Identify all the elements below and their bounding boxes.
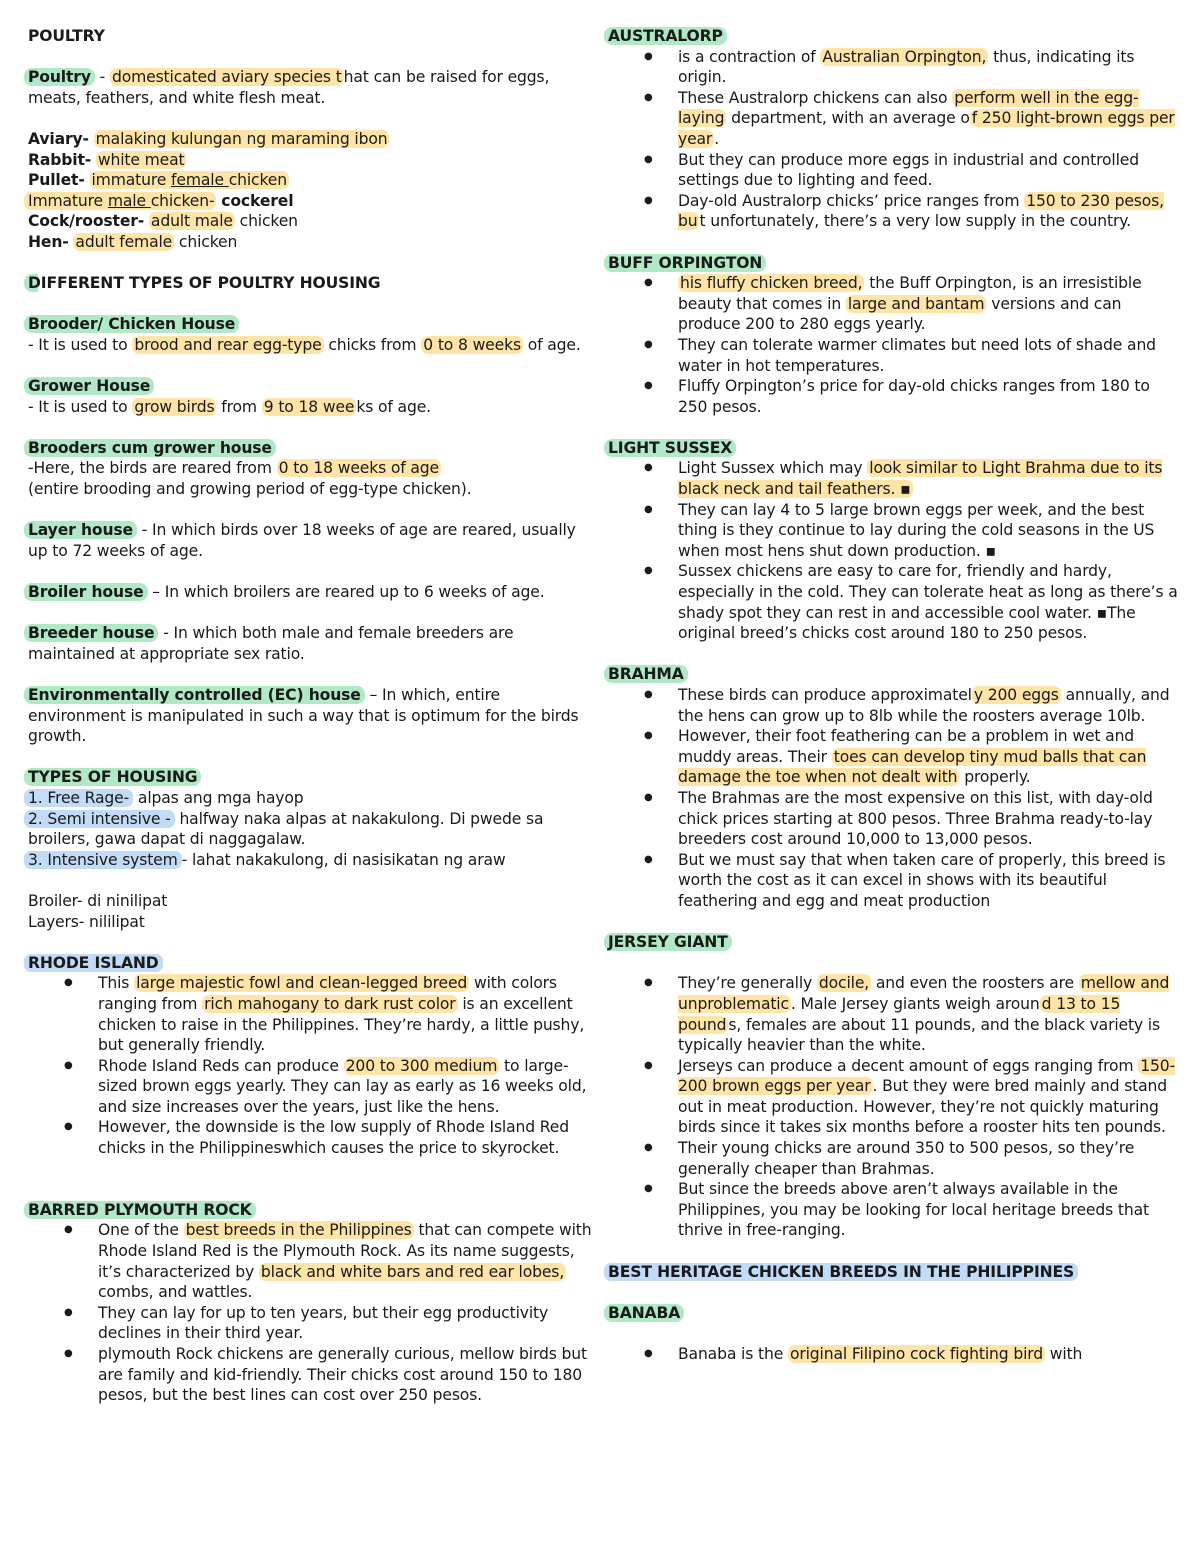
sussex-list [608,458,1178,643]
bcg-title: Brooders cum grower house [28,438,596,459]
term-hen: Hen- adult female chicken [28,232,238,251]
broiler-house: Broiler house – In which broilers are reared up to 6 weeks of age. [28,582,596,603]
list-item: ● plymouth Rock chickens are generally curious, mellow birds but are family and kid-friendly. Their chicks cost around 150 to 180 pesos, but the best lines can cost over 250 pesos. [28,1344,596,1406]
list-item: ● These Australorp chickens can also perform well in the egg-laying department, with an average o f 250 light-brown eggs per year . [608,88,1178,150]
term-poultry: Poultry [24,68,95,86]
poultry-definition: Poultry - domesticated aviary species t hat can be raised for eggs, meats, feathers, and white flesh meat. [28,67,596,108]
breeder-house: Breeder house - In which both male and female breeders are maintained at appropriate sex ratio. [28,623,596,664]
list-item: ● Day-old Australorp chicks’ price ranges from 150 to 230 pesos, bu t unfortunately, there’s a very low supply in the country. [608,191,1178,232]
layers-note: Layers- nililipat [28,912,145,931]
list-item: ● But they can produce more eggs in industrial and controlled settings due to lighting and feed. [608,150,1178,191]
left-column [28,26,596,1406]
list-item: ● They can lay for up to ten years, but their egg productivity declines in their third year. [28,1303,596,1344]
term-rabbit: Rabbit- white meat [28,150,185,169]
bcg-text-2: (entire brooding and growing period of egg-type chicken). [28,480,472,499]
list-item: ● his fluffy chicken breed, the Buff Orpington, is an irresistible beauty that comes in large and bantam versions and can produce 200 to 280 eggs yearly. [608,273,1178,335]
australorp-list [608,47,1178,232]
list-item: ● Their young chicks are around 350 to 500 pesos, so they’re generally cheaper than Brahmas. [608,1138,1178,1179]
buff-heading: BUFF ORPINGTON [608,253,1178,274]
list-item: ● Fluffy Orpington’s price for day-old chicks ranges from 180 to 250 pesos. [608,376,1178,417]
list-item: ● However, their foot feathering can be a problem in wet and muddy areas. Their toes can develop tiny mud balls that can damage the toe when not dealt with properly. [608,726,1178,788]
housing-heading: DIFFERENT TYPES OF POULTRY HOUSING [28,273,596,294]
right-column [608,26,1178,1365]
list-item: ● Rhode Island Reds can produce 200 to 300 medium to large-sized brown eggs yearly. They can lay as early as 16 weeks old, and size increases over the years, just like the hens. [28,1056,596,1118]
australorp-heading: AUSTRALORP [608,26,1178,47]
term-aviary: Aviary- malaking kulungan ng maraming ibon [28,129,388,148]
list-item: ● However, the downside is the low supply of Rhode Island Red chicks in the Philippineswhich causes the price to skyrocket. [28,1117,596,1158]
list-item: ● But we must say that when taken care of properly, this breed is worth the cost as it can excel in shows with its beautiful feathering and egg and meat production [608,850,1178,912]
list-item: ● Jerseys can produce a decent amount of eggs ranging from 150-200 brown eggs per year . But they were bred mainly and stand out in meat production. However, they’re not quickly maturing birds since it takes six months before a rooster hits ten pounds. [608,1056,1178,1138]
jersey-heading: JERSEY GIANT [608,932,1178,953]
term-cock: Cock/rooster- adult male chicken [28,212,298,231]
list-item: ● One of the best breeds in the Philippines that can compete with Rhode Island Red is the Plymouth Rock. As its name suggests, it’s characterized by black and white bars and red ear lobes, combs, and wattles. [28,1220,596,1302]
bcg-text: -Here, the birds are reared from 0 to 18 weeks of age [28,459,440,478]
brooder-text: - It is used to brood and rear egg-type chicks from 0 to 8 weeks of age. [28,335,581,354]
page-title: POULTRY [28,27,105,45]
list-item: ● But since the breeds above aren’t always available in the Philippines, you may be looking for local heritage breeds that thrive in free-ranging. [608,1179,1178,1241]
grower-title: Grower House [28,376,596,397]
sussex-heading: LIGHT SUSSEX [608,438,1178,459]
list-item: ● Light Sussex which may look similar to Light Brahma due to its black neck and tail feathers. ▪ [608,458,1178,499]
list-item: ● This large majestic fowl and clean-legged breed with colors ranging from rich mahogany to dark rust color is an excellent chicken to raise in the Philippines. They’re hardy, a little pushy, but generally friendly. [28,973,596,1055]
banaba-list [608,1344,1178,1365]
rhode-heading: RHODE ISLAND [28,953,596,974]
type-free-range: 1. Free Rage- alpas ang mga hayop [28,788,596,809]
list-item: ● They can tolerate warmer climates but need lots of shade and water in hot temperatures. [608,335,1178,376]
term-pullet: Pullet- immature female chicken [28,171,287,190]
list-item: ● These birds can produce approximatel y 200 eggs annually, and the hens can grow up to 8lb while the roosters average 10lb. [608,685,1178,726]
types-heading: TYPES OF HOUSING [28,767,596,788]
type-intensive: 3. Intensive system - lahat nakakulong, di nasisikatan ng araw [28,850,596,871]
barred-heading: BARRED PLYMOUTH ROCK [28,1200,596,1221]
list-item: ● The Brahmas are the most expensive on this list, with day-old chick prices starting at 800 pesos. Three Brahma ready-to-lay breeders cost around 10,000 to 13,000 pesos. [608,788,1178,850]
rhode-list [28,973,596,1158]
layer-house: Layer house - In which birds over 18 weeks of age are reared, usually up to 72 weeks of age. [28,520,596,561]
broiler-note: Broiler- di ninilipat [28,891,168,910]
list-item: ● They’re generally docile, and even the roosters are mellow and unproblematic . Male Jersey giants weigh aroun d 13 to 15 pound s, females are about 11 pounds, and the black variety is typically heavier than the white. [608,973,1178,1055]
grower-text: - It is used to grow birds from 9 to 18 wee ks of age. [28,397,431,416]
jersey-list [608,973,1178,1241]
list-item: ● is a contraction of Australian Orpington, thus, indicating its origin. [608,47,1178,88]
buff-list [608,273,1178,417]
list-item: ● They can lay 4 to 5 large brown eggs per week, and the best thing is they continue to lay during the cold seasons in the US when most hens shut down production. ▪ [608,500,1178,562]
list-item: ● Banaba is the original Filipino cock fighting bird with [608,1344,1178,1365]
brahma-heading: BRAHMA [608,664,1178,685]
banaba-heading: BANABA [608,1303,1178,1324]
barred-list [28,1220,596,1405]
brahma-list [608,685,1178,912]
ec-house: Environmentally controlled (EC) house – In which, entire environment is manipulated in such a way that is optimum for the birds growth. [28,685,596,747]
brooder-title: Brooder/ Chicken House [28,314,596,335]
heritage-heading: BEST HERITAGE CHICKEN BREEDS IN THE PHILIPPINES [608,1262,1178,1283]
type-semi-intensive: 2. Semi intensive - halfway naka alpas at nakakulong. Di pwede sa broilers, gawa dapat di naggagalaw. [28,809,596,850]
list-item: ● Sussex chickens are easy to care for, friendly and hardy, especially in the cold. They can tolerate heat as long as there’s a shady spot they can rest in and accessible cool water. ▪The original breed’s chicks cost around 180 to 250 pesos. [608,561,1178,643]
term-cockerel: Immature male chicken- cockerel [28,191,596,212]
